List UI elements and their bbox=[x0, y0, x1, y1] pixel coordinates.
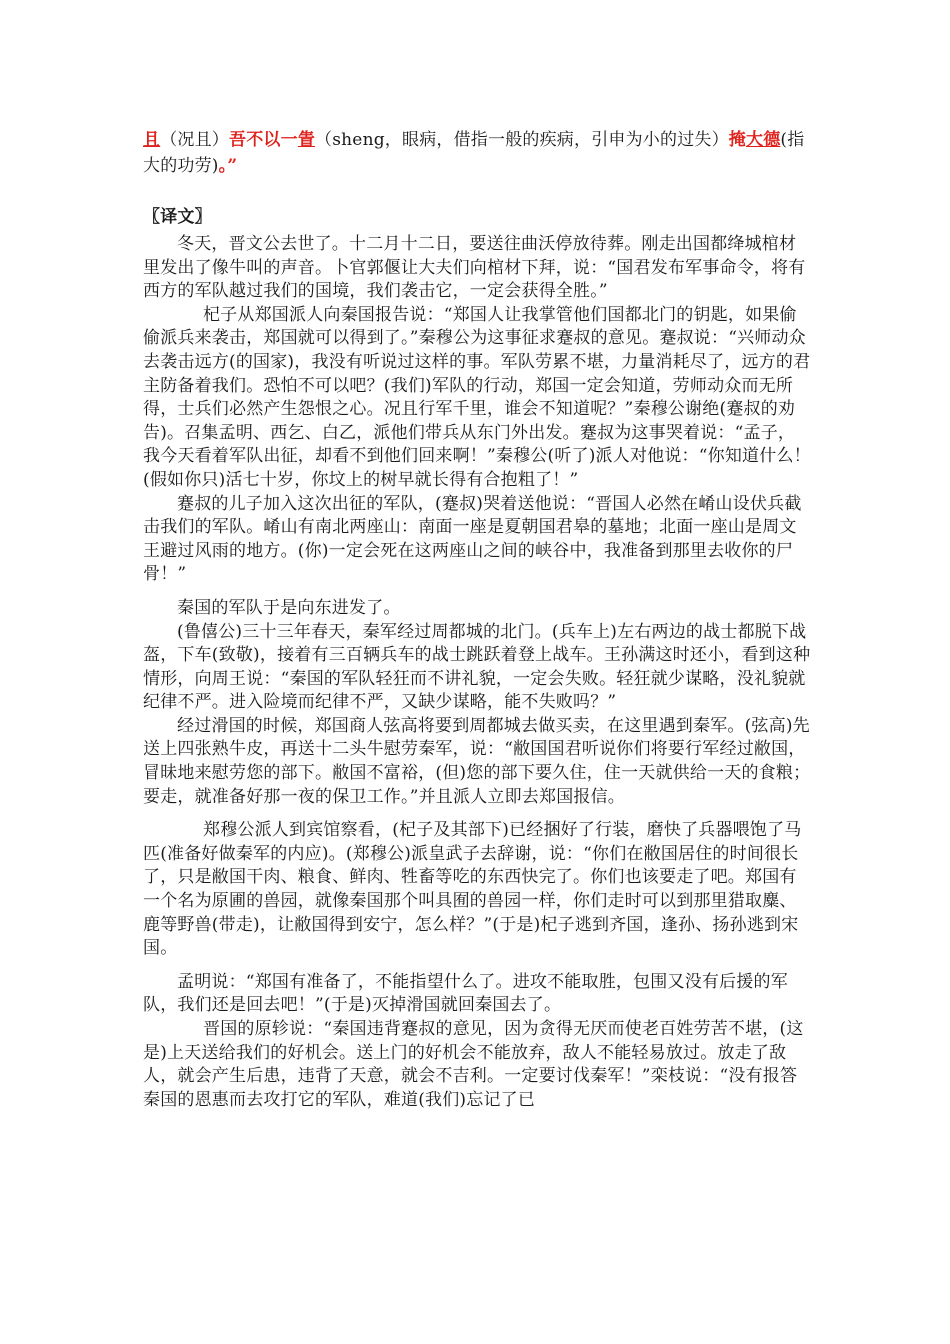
paragraph: (鲁僖公)三十三年春天，秦军经过周都城的北门。(兵车上)左右两边的战士都脱下战盔，下车(致敬)，接着有三百辆兵车的战士跳跃着登上战车。王孙满这时还小，看到这种情形，向周王说：“秦国的军队轻狂而不讲礼貌，一定会失败。轻狂就少谋略，没礼貌就纪律不严。进入险境而纪律不严，又缺少谋略，能不失败吗？” bbox=[143, 621, 811, 713]
paragraph: 秦国的军队于是向东进发了。 bbox=[177, 597, 401, 618]
paragraph: 孟明说：“郑国有准备了，不能指望什么了。进攻不能取胜，包围又没有后援的军队，我们还是回去吧！”(于是)灭掉滑国就回秦国去了。 bbox=[143, 971, 788, 1016]
paragraph: 杞子从郑国派人向秦国报告说：“郑国人让我掌管他们国都北门的钥匙，如果偷偷派兵来袭击，郑国就可以得到了。”秦穆公为这事征求蹇叔的意见。蹇叔说：“兴师动众去袭击远方(的国家)，我没有听说过这样的事。军队劳累不堪，力量消耗尽了，远方的君主防备着我们。恐怕不可以吧？(我们)军队的行动，郑国一定会知道，劳师动众而无所得，士兵们必然产生怨恨之心。况且行军千里，谁会不知道呢？”秦穆公谢绝(蹇叔的劝告)。召集孟明、西乞、白乙，派他们带兵从东门外出发。蹇叔为这事哭着说：“孟子，我今天看着军队出征，却看不到他们回来啊！”秦穆公(听了)派人对他说：“你知道什么！(假如你只)活七十岁，你坟上的树早就长得有合抱粗了！” bbox=[143, 304, 811, 490]
segment: （sheng，眼病，借指一般的疾病，引申为小的过失） bbox=[315, 130, 729, 150]
paragraph: 蹇叔的儿子加入这次出征的军队，(蹇叔)哭着送他说：“晋国人必然在崤山设伏兵截击我们的军队。崤山有南北两座山：南面一座是夏朝国君皋的墓地；北面一座山是周文王避过风雨的地方。(你)一定会死在这两座山之间的峡谷中，我准备到那里去收你的尸骨！” bbox=[143, 493, 802, 585]
segment: 掩 bbox=[728, 130, 746, 150]
segment: 大德 bbox=[746, 130, 781, 150]
paragraph: 郑穆公派人到宾馆察看，(杞子及其部下)已经捆好了行装，磨快了兵器喂饱了马匹(准备好做秦军的内应)。(郑穆公)派皇武子去辞谢，说：“你们在敝国居住的时间很长了，只是敝国干肉、粮食、鲜肉、牲畜等吃的东西快完了。你们也该要走了吧。郑国有一个名为原圃的兽园，就像秦国那个叫具囿的兽园一样，你们走时可以到那里猎取麋、鹿等野兽(带走)，让敝国得到安宁，怎么样？”(于是)杞子逃到齐国，逢孙、扬孙逃到宋国。 bbox=[143, 820, 802, 959]
translation-heading: 〖译文〗 bbox=[143, 207, 212, 227]
segment: 。” bbox=[218, 156, 238, 176]
segment: 吾不以一 bbox=[229, 130, 298, 150]
segment: 且 bbox=[143, 130, 161, 150]
segment: (指大的功劳) bbox=[143, 130, 805, 176]
translation-body bbox=[143, 233, 811, 1112]
segment: 眚 bbox=[297, 130, 316, 150]
paragraph: 晋国的原轸说：“秦国违背蹇叔的意见，因为贪得无厌而使老百姓劳苦不堪，(这是)上天送给我们的好机会。送上门的好机会不能放弃，敌人不能轻易放过。放走了敌人，就会产生后患，违背了天意，就会不吉利。一定要讨伐秦军！”栾枝说：“没有报答秦国的恩惠而去攻打它的军队，难道(我们)忘记了已 bbox=[143, 1019, 804, 1110]
paragraph: 经过滑国的时候，郑国商人弦高将要到周都城去做买卖，在这里遇到秦军。(弦高)先送上四张熟牛皮，再送十二头牛慰劳秦军，说：“敝国国君听说你们将要行军经过敝国，冒昧地来慰劳您的部下。敝国不富裕，(但)您的部下要久住，住一天就供给一天的食粮；要走，就准备好那一夜的保卫工作。”并且派人立即去郑国报信。 bbox=[143, 715, 811, 807]
segment: （况且） bbox=[160, 130, 230, 150]
paragraph: 冬天，晋文公去世了。十二月十二日，要送往曲沃停放待葬。刚走出国都绛城棺材里发出了像牛叫的声音。卜官郭偃让大夫们向棺材下拜，说：“国君发布军事命令，将有西方的军队越过我们的国境，我们袭击它，一定会获得全胜。” bbox=[143, 234, 806, 302]
annotated-source-text bbox=[143, 127, 813, 179]
